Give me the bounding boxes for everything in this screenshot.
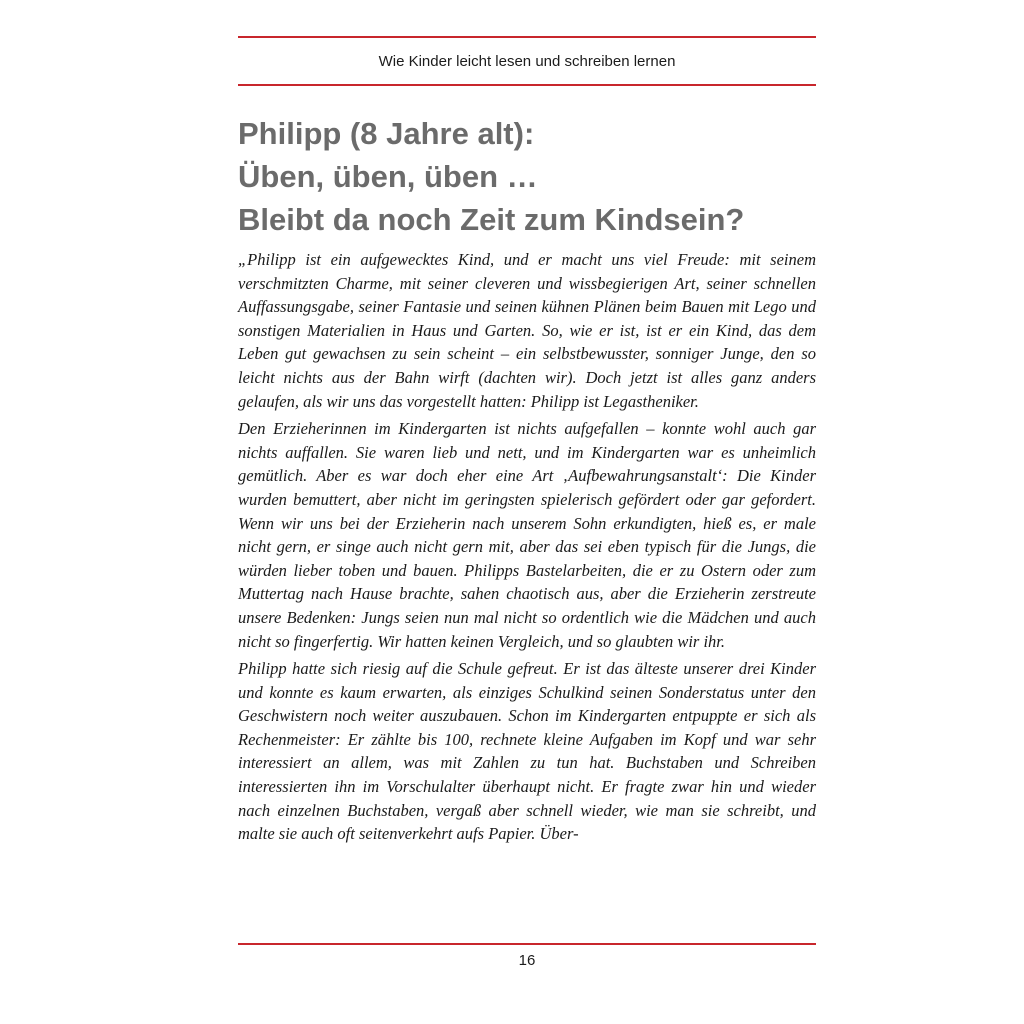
footer-rule bbox=[238, 943, 816, 945]
chapter-title-line-1: Philipp (8 Jahre alt): bbox=[238, 116, 535, 151]
paragraph: Philipp hatte sich riesig auf die Schule gefreut. Er ist das älteste unserer drei Kinder und konnte es kaum erwarten, als einziges Schulkind seinen Sonderstatus unter den Geschwistern noch weiter auszubauen. Schon im Kindergarten entpuppte er sich als Rechenmeister: Er zählte bis 100, rechnete kleine Aufgaben im Kopf und war sehr interessiert an allem, was mit Zahlen zu tun hat. Buchstaben und Schreiben interessierten ihn im Vorschulalter überhaupt nicht. Er fragte zwar hin und wieder nach einzelnen Buchstaben, vergaß aber schnell wieder, wie man sie schreibt, und malte sie auch oft seitenverkehrt aufs Papier. Über- bbox=[238, 659, 816, 844]
body-text bbox=[238, 248, 816, 850]
chapter-title-line-2: Üben, üben, üben … bbox=[238, 159, 538, 194]
running-header: Wie Kinder leicht lesen und schreiben lernen bbox=[378, 53, 676, 70]
page-number: 16 bbox=[518, 952, 536, 969]
header-bottom-rule bbox=[238, 84, 816, 86]
chapter-title bbox=[238, 112, 828, 241]
header-top-rule bbox=[238, 36, 816, 38]
chapter-title-line-3: Bleibt da noch Zeit zum Kindsein? bbox=[238, 202, 745, 237]
paragraph: „Philipp ist ein aufgewecktes Kind, und er macht uns viel Freude: mit seinem verschmitzten Charme, mit seiner cleveren und wissbegierigen Art, seiner schnellen Auffassungsgabe, seiner Fantasie und seinen kühnen Plänen beim Bauen mit Lego und sonstigen Materialien in Haus und Garten. So, wie er ist, ist er ein Kind, das dem Leben gut gewachsen zu sein scheint – ein selbstbewusster, sonniger Junge, den so leicht nichts aus der Bahn wirft (dachten wir). Doch jetzt ist alles ganz anders gelaufen, als wir uns das vorgestellt hatten: Philipp ist Legastheniker. bbox=[238, 250, 816, 411]
paragraph: Den Erzieherinnen im Kindergarten ist nichts aufgefallen – konnte wohl auch gar nichts auffallen. Sie waren lieb und nett, und im Kindergarten war es unheimlich gemütlich. Aber es war doch eher eine Art ‚Aufbewahrungsanstalt‘: Die Kinder wurden bemuttert, aber nicht im geringsten spielerisch gefördert oder gar gefordert. Wenn wir uns bei der Erzieherin nach unserem Sohn erkundigten, hieß es, er male nicht gern, er singe auch nicht gern mit, aber das sei eben typisch für die Jungs, die würden lieber toben und bauen. Philipps Bastelarbeiten, die er zu Ostern oder zum Muttertag nach Hause brachte, sahen chaotisch aus, aber die Erzieherin zerstreute unsere Bedenken: Jungs seien nun mal nicht so ordentlich wie die Mädchen und auch nicht so fingerfertig. Wir hatten keinen Vergleich, und so glaubten wir ihr. bbox=[238, 419, 816, 651]
